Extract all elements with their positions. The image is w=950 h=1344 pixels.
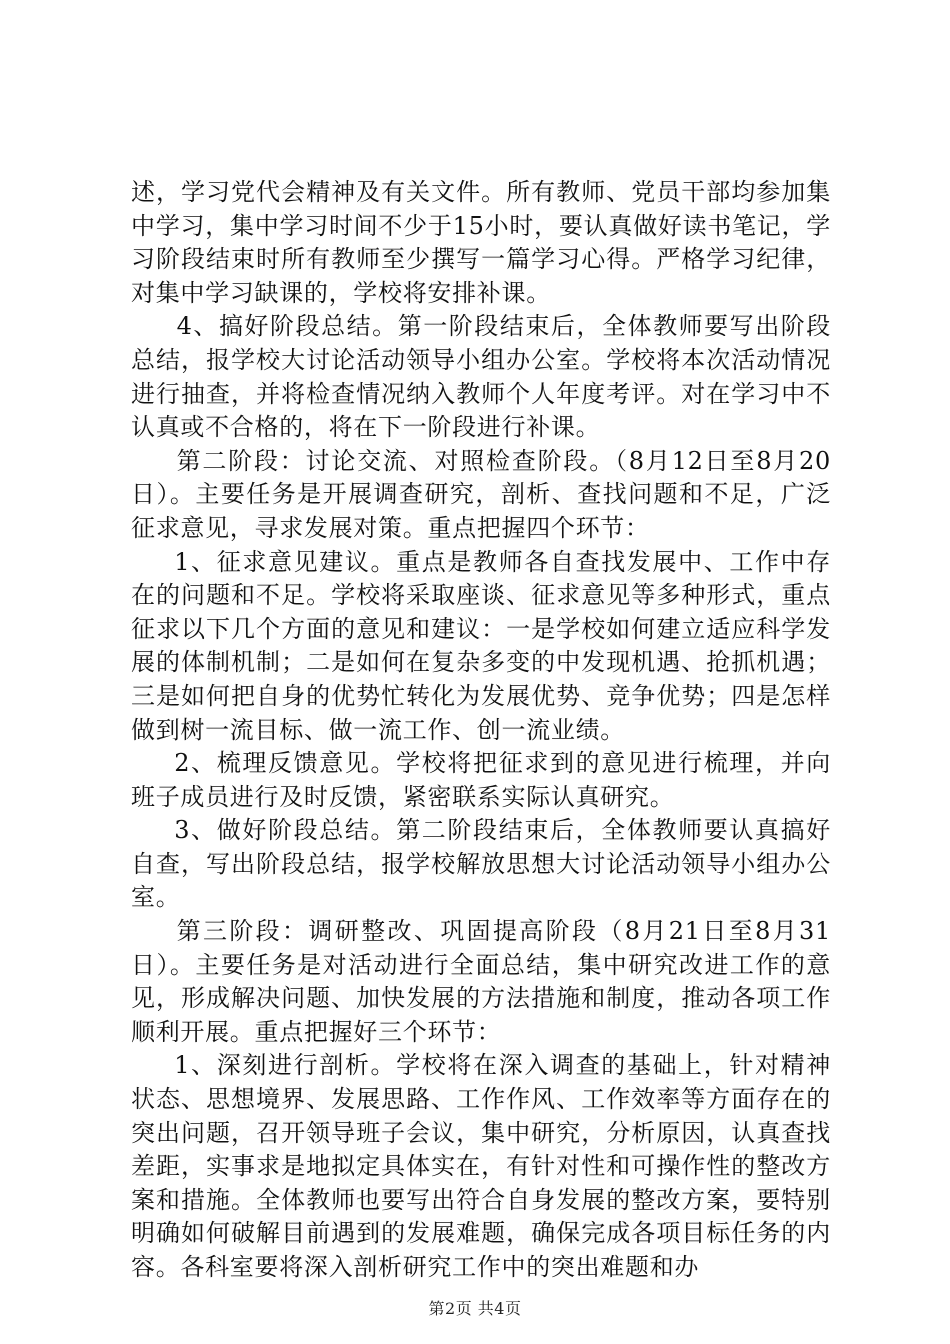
page-number-footer: 第2页 共4页 <box>428 1299 522 1318</box>
document-body <box>131 176 831 1285</box>
paragraph-stage-3-item-1: 1、深刻进行剖析。学校将在深入调查的基础上，针对精神状态、思想境界、发展思路、工作作风、工作效率等方面存在的突出问题，召开领导班子会议，集中研究，分析原因，认真查找差距，实事求是地拟定具体实在，有针对性和可操作性的整改方案和措施。全体教师也要写出符合自身发展的整改方案，要特别明确如何破解目前遇到的发展难题，确保完成各项目标任务的内容。各科室要将深入剖析研究工作中的突出难题和办 <box>131 1051 831 1281</box>
paragraph-stage-2-item-1: 1、征求意见建议。重点是教师各自查找发展中、工作中存在的问题和不足。学校将采取座谈、征求意见等多种形式，重点征求以下几个方面的意见和建议：一是学校如何建立适应科学发展的体制机制；二是如何在复杂多变的中发现机遇、抢抓机遇；三是如何把自身的优势忙转化为发展优势、竞争优势；四是怎样做到树一流目标、做一流工作、创一流业绩。 <box>131 547 831 744</box>
paragraph-stage-2-item-3: 3、做好阶段总结。第二阶段结束后，全体教师要认真搞好自查，写出阶段总结，报学校解放思想大讨论活动领导小组办公室。 <box>131 816 831 912</box>
paragraph-stage-2: 第二阶段：讨论交流、对照检查阶段。（8月12日至8月20日）。主要任务是开展调查研究，剖析、查找问题和不足，广泛征求意见，寻求发展对策。重点把握四个环节： <box>131 446 831 542</box>
paragraph-continuation: 述，学习党代会精神及有关文件。所有教师、党员干部均参加集中学习，集中学习时间不少于15小时，要认真做好读书笔记，学习阶段结束时所有教师至少撰写一篇学习心得。严格学习纪律，对集中学习缺课的，学校将安排补课。 <box>131 178 831 307</box>
paragraph-stage-3: 第三阶段：调研整改、巩固提高阶段（8月21日至8月31日）。主要任务是对活动进行全面总结，集中研究改进工作的意见，形成解决问题、加快发展的方法措施和制度，推动各项工作顺利开展。重点把握好三个环节： <box>131 917 831 1046</box>
paragraph-item-4: 4、搞好阶段总结。第一阶段结束后，全体教师要写出阶段总结，报学校大讨论活动领导小组办公室。学校将本次活动情况进行抽查，并将检查情况纳入教师个人年度考评。对在学习中不认真或不合格的，将在下一阶段进行补课。 <box>131 312 831 442</box>
paragraph-stage-2-item-2: 2、梳理反馈意见。学校将把征求到的意见进行梳理，并向班子成员进行及时反馈，紧密联系实际认真研究。 <box>131 749 831 811</box>
